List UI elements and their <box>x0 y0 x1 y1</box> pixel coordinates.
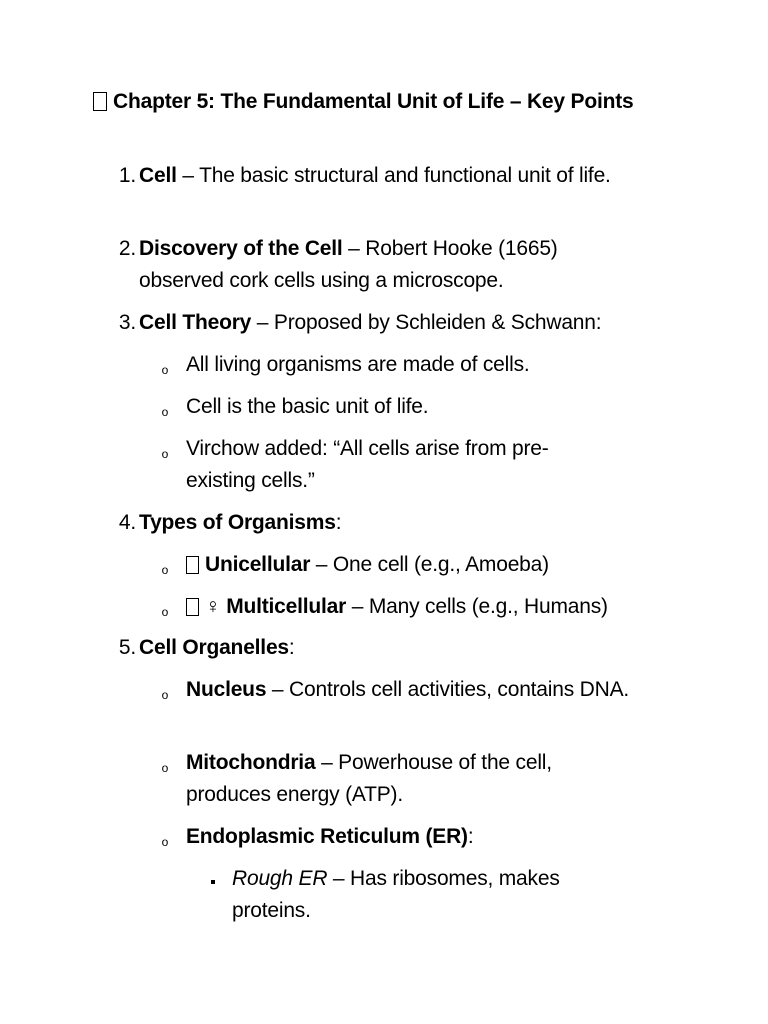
definition: – Proposed by Schleiden & Schwann: <box>251 311 602 334</box>
sub-point <box>186 821 646 853</box>
definition: : <box>467 825 474 848</box>
term: Types of Organisms <box>139 511 336 534</box>
sub-point <box>186 674 646 706</box>
sub-point: All living organisms are made of cells. <box>186 353 530 376</box>
list-number: 4. <box>118 511 136 534</box>
missing-glyph-icon <box>186 556 199 574</box>
list-number: 5. <box>118 636 136 659</box>
bullet-icon: o <box>161 363 169 377</box>
document-title <box>93 86 653 118</box>
list-item-body <box>139 507 659 539</box>
missing-glyph-icon <box>93 92 107 111</box>
definition: – Has ribosomes, makes proteins. <box>232 867 560 922</box>
term: Cell <box>139 164 177 187</box>
definition: – Many cells (e.g., Humans) <box>346 595 608 618</box>
bullet-icon: o <box>161 405 169 419</box>
bullet-icon: o <box>161 835 169 849</box>
bullet-icon: o <box>161 761 169 775</box>
bullet-icon: o <box>161 563 169 577</box>
bullet-icon: o <box>161 447 169 461</box>
list-item-body <box>139 233 639 297</box>
square-bullet-icon <box>211 880 215 884</box>
list-number: 2. <box>118 237 136 260</box>
definition: : <box>288 636 295 659</box>
sub-sub-point <box>232 863 612 927</box>
term: Endoplasmic Reticulum (ER) <box>186 825 468 848</box>
definition: – One cell (e.g., Amoeba) <box>310 553 549 576</box>
sub-point <box>186 549 706 581</box>
list-number: 1. <box>118 164 136 187</box>
sub-point <box>186 591 726 623</box>
bullet-icon: o <box>161 688 169 702</box>
list-item-body <box>139 307 699 339</box>
list-item-body <box>139 160 659 192</box>
definition: : <box>335 511 342 534</box>
definition: – Robert Hooke (1665) observed cork cells using a microscope. <box>139 237 558 292</box>
term: Unicellular <box>205 553 311 576</box>
sub-point <box>186 747 626 811</box>
term: Multicellular <box>226 595 347 618</box>
definition: – Powerhouse of the cell, produces energy (ATP). <box>186 751 552 806</box>
female-sign-icon: ♀ <box>205 595 227 618</box>
term: Cell Theory <box>139 311 252 334</box>
list-item-body <box>139 632 659 664</box>
missing-glyph-icon <box>186 598 199 616</box>
title-text: Chapter 5: The Fundamental Unit of Life – Key Points <box>113 90 634 113</box>
term: Cell Organelles <box>139 636 289 659</box>
definition: – Controls cell activities, contains DNA. <box>266 678 630 701</box>
term: Nucleus <box>186 678 267 701</box>
list-number: 3. <box>118 311 136 334</box>
term: Discovery of the Cell <box>139 237 343 260</box>
bullet-icon: o <box>161 605 169 619</box>
definition: – The basic structural and functional unit of life. <box>176 164 611 187</box>
term: Rough ER <box>232 867 328 890</box>
sub-point: Cell is the basic unit of life. <box>186 395 429 418</box>
sub-point: Virchow added: “All cells arise from pre-existing cells.” <box>186 437 549 492</box>
term: Mitochondria <box>186 751 316 774</box>
